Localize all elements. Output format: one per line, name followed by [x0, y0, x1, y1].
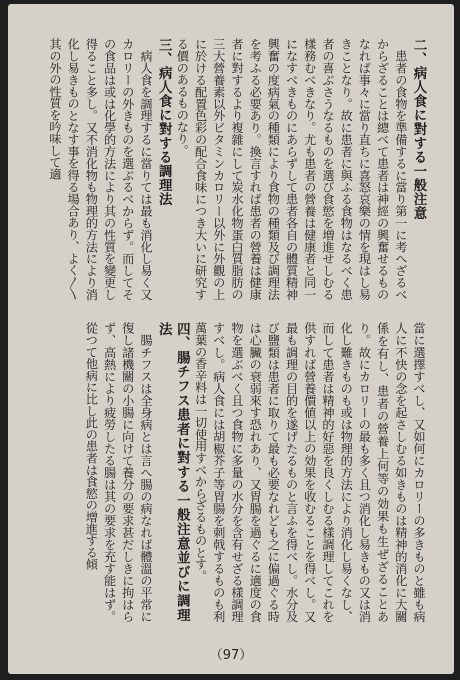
section-three-paragraph: 病人食を調理するに當りては最も消化し易く又カロリーの外きものを選ぶるべからず。而してその食品は或は化學的方法により其の性質を變更し得ること多し。又不消化物も物理的方法により消化し易きものとなす事を得る場合あり、よく〳〵其の外の性質を吟味して適	[47, 38, 153, 300]
page-number: （97）	[209, 648, 253, 663]
section-three-heading: 三、病人食に對する調理法	[156, 38, 173, 206]
section-four-heading: 四、腸チフス患者に對する一般注意並びに調理法	[156, 322, 191, 622]
section-three-continuation: 當に選擇すべし、又如何にカロリーの多きものと雖も病人に不快の念を起さしむる如きものは精神的消化に大關係を有し、患者の營養上何等の効果も生ぜざることあり。故にカロリーの最も多く且つ消化し易きもの又は消化し難きものも或は物理的方法により消化し易くなし、而して患者は精神的好惡を良くしむる樣調理してこれを供すれば營養價値以上の効果を收むることを得べし。又最も調理の目的を遂げたるものと言ふを得べし。水分及び鹽類は患者に取りて最も必要なれども之に偏過ぐる時は心臟の衰弱來す恐れあり、又胃腸を過ぐるに適度の食物を選ぶべく且つ食物に多量の水分を含有せざる樣調理すべし。病人食には胡椒芥子等胃腸を刺戟するものも利萬葉の香辛料は一切使用すべからざるものとす。	[193, 322, 426, 622]
upper-text-block	[28, 38, 428, 300]
book-page	[8, 4, 454, 674]
lower-text-block	[28, 322, 428, 622]
section-two-paragraph: 患者の食物を準備するに當り第一に考へざるべからざることは總べて患者は神經の興奮せるものなれば事々に當り直ちに喜怒哀樂の情を現はし易きことなり。故に患者に與ふる食物はなるべく患者の喜ぶさうなるものを選び食慾を増進せしむる樣務むべきなり。尤も患者の營養は健康者と同一になすべきものにあらずして患者各自の體質精神興奮の度病氣の種類により食物の種類及び調理法を考ふる必要あり。換言すれば患者の營養は健康者に對するより複雜にして炭水化物蛋白質脂肪の三大營養素以外ビタミンカロリー以外に外觀の上に於ける配置色彩の配合食味につき大いに研究する價のあるものなり。	[175, 38, 408, 300]
section-four-paragraph: 腸チフスは全身病とは言へ腸の病なれば體溫の平常に復し諸機關の小腸に向けて養分の要求甚だしきに拘はらず、高熱により疲勞したる腸は其の要求を充す能はず。從つて他病に比し此の患者は食慾の增進する傾	[84, 322, 153, 622]
section-two-heading: 二、病人食に對する一般注意	[411, 38, 427, 220]
